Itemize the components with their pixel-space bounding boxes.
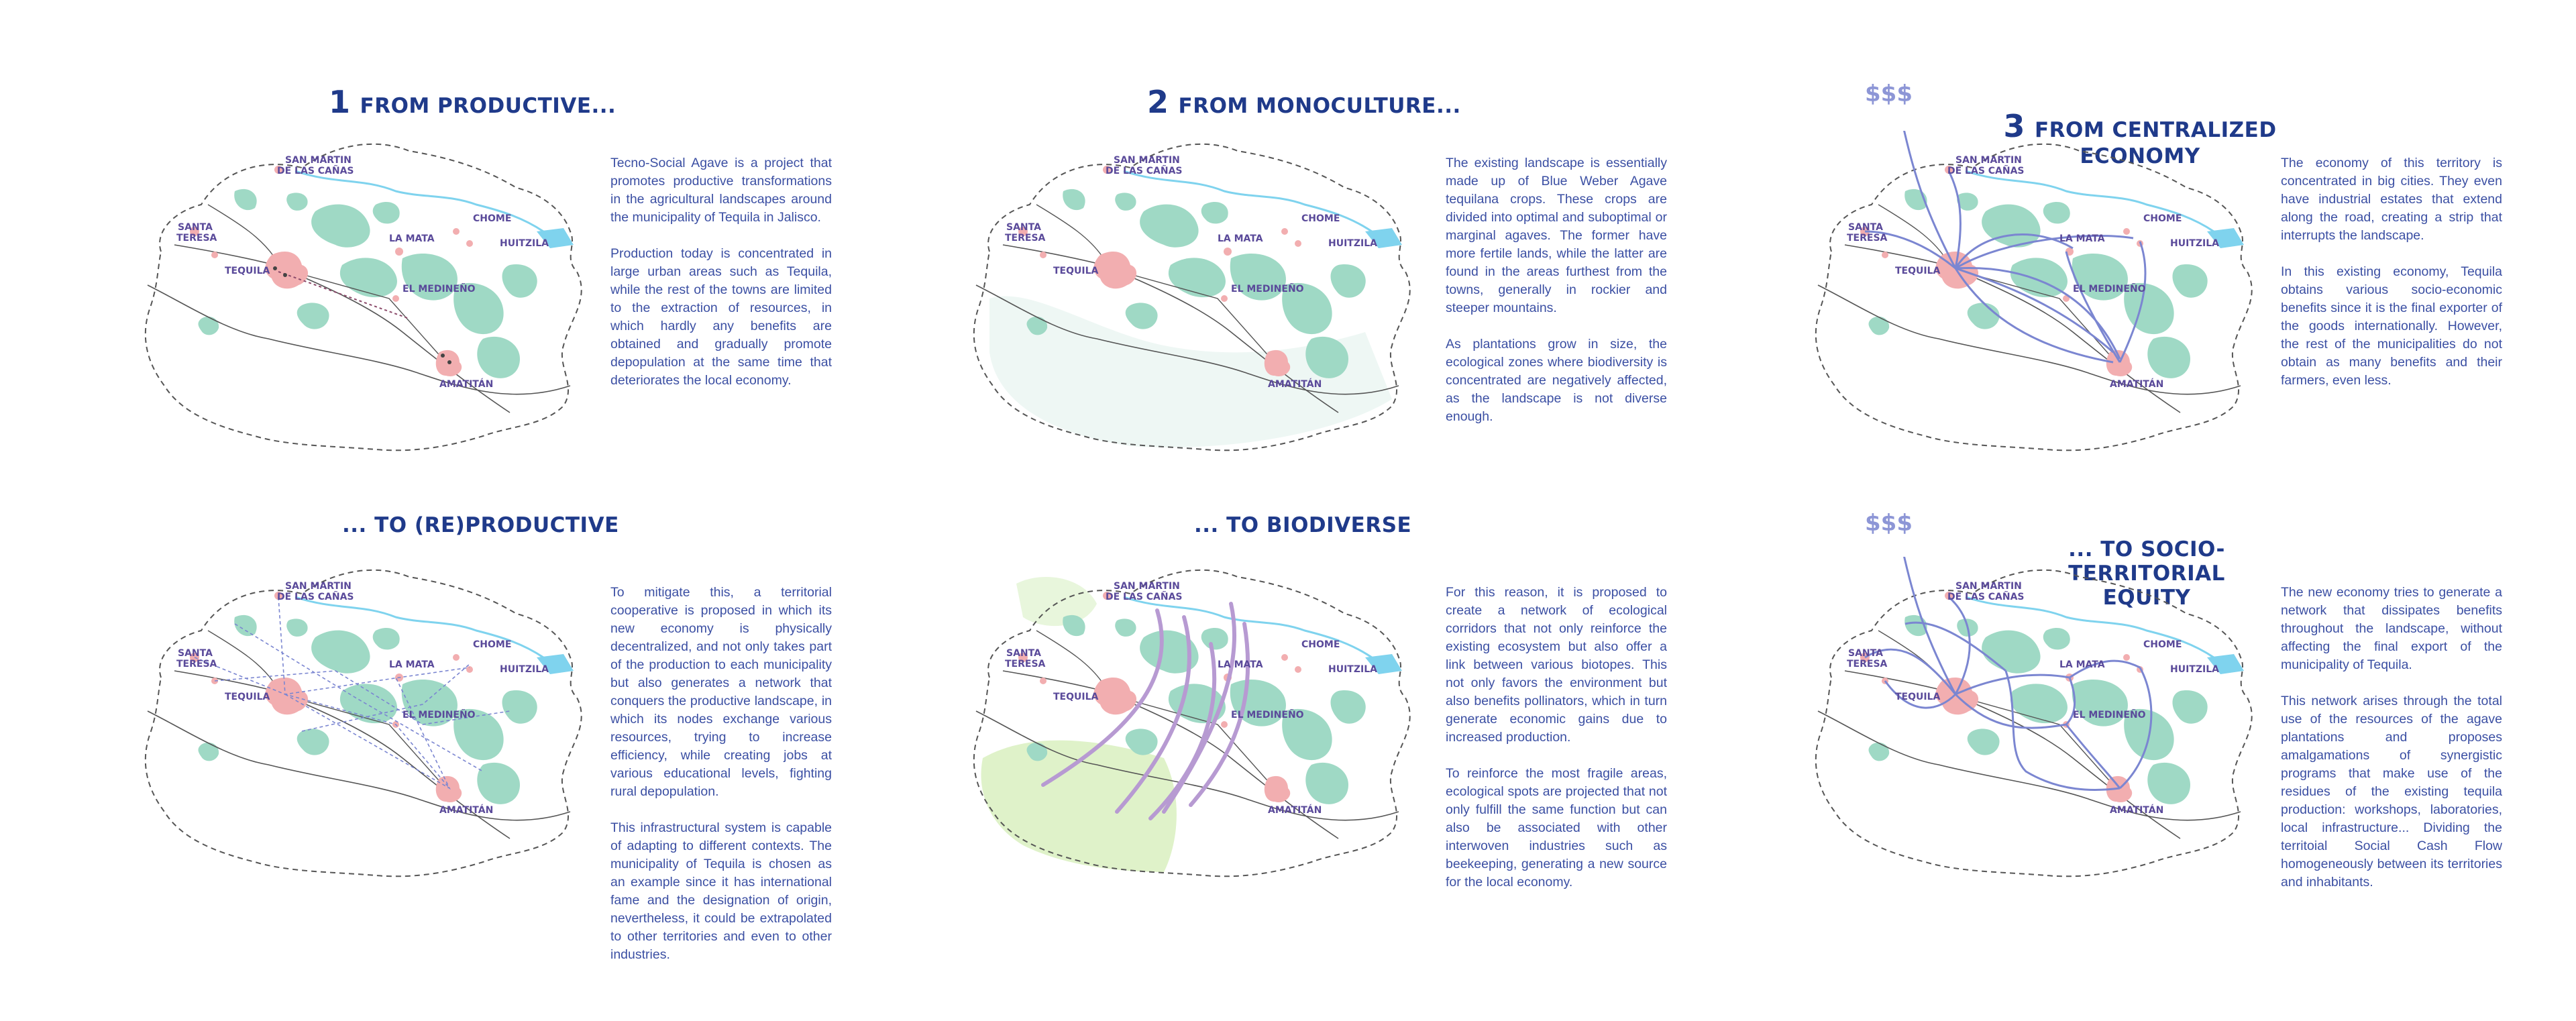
panel-description [2281, 154, 2502, 408]
paragraph: Tecno-Social Agave is a project that promotes productive transformations in the agricultural landscapes around the municipality of Tequila in Jalisco. [610, 156, 832, 225]
panel-title-text: FROM CENTRALIZED ECONOMY [2034, 118, 2277, 168]
panel-title-text: FROM PRODUCTIVE... [360, 94, 616, 118]
panel-description [2281, 584, 2502, 910]
panel-title-text: ... TO SOCIO-TERRITORIAL EQUITY [2068, 537, 2225, 610]
panel-title [1194, 513, 1462, 537]
paragraph: The existing landscape is essentially made up of Blue Weber Agave tequilana crops. These crops are divided into optimal and suboptimal or marginal agaves. The former have more fertile lands, while the latter are found in the areas furthest from the towns, generally in rockier and steeper mountains. [1446, 156, 1667, 315]
paragraph: This infrastructural system is capable of adapting to different contexts. The municipality of Tequila is chosen as an example since it has international fame and the designation of origin, nevertheless, it could be extrapolated to other territories and even to other industries. [610, 820, 832, 962]
map-biodiverse [963, 557, 1419, 892]
panel-title [1147, 84, 1462, 120]
panel-number: 2 [1147, 84, 1169, 120]
paragraph: Production today is concentrated in large urban areas such as Tequila, while the rest of the towns are limited to the extraction of resources, in which hardly any benefits are obtained and gradually promote depopulation at the same time that deteriorates the local economy. [610, 246, 832, 388]
panel-number: 1 [329, 84, 351, 120]
panel-description [610, 584, 832, 982]
map-socio-territorial [1805, 557, 2261, 892]
paragraph: To mitigate this, a territorial cooperative is proposed in which its new economy is physically decentralized, and not only takes part of the production to each municipality but also generates a network that conquers the productive landscape, in which its nodes exchange various resources, trying to increase efficiency, while creating jobs at various educational levels, fighting rural depopulation. [610, 585, 832, 799]
paragraph: The economy of this territory is concentrated in big cities. They even have industrial estates that extend along the road, creating a strip that interrupts the landscape. [2281, 156, 2502, 243]
panel-from-productive [13, 64, 832, 480]
panel-title [342, 513, 624, 537]
panel-to-socio-territorial [1684, 496, 2502, 912]
panel-description [1446, 154, 1667, 444]
paragraph: For this reason, it is proposed to create a network of ecological corridors that not only reinforce the existing ecosystem but also offer a link between various biotopes. This not only favors the environment but also benefits pollinators, which in turn generate economic gains due to increased production. [1446, 585, 1667, 745]
panel-description [610, 154, 832, 408]
map-centralized [1805, 131, 2261, 466]
map-reproductive [134, 557, 590, 892]
paragraph: The new economy tries to generate a network that dissipates benefits throughout the landscape, without affecting the final export of the municipality of Tequila. [2281, 585, 2502, 672]
paragraph: This network arises through the total use of the resources of the agave plantations and proposes amalgamations of synergistic programs that make use of the residues of the existing tequila production: workshops, laboratories, local infrastructure... Dividing the territoial Social Cash Flow homogeneously between its territories and inhabitants. [2281, 694, 2502, 890]
panel-title-text: FROM MONOCULTURE... [1178, 94, 1461, 118]
map-productive [134, 131, 590, 466]
panel-from-monoculture [842, 64, 1667, 480]
map-monoculture [963, 131, 1419, 466]
paragraph: As plantations grow in size, the ecological zones where biodiversity is concentrated are negatively affected, as the landscape is not diverse enough. [1446, 337, 1667, 424]
panel-title [329, 84, 644, 120]
panel-from-centralized [1684, 64, 2502, 480]
paragraph: To reinforce the most fragile areas, ecological spots are projected that not only fulfill the same function but can also be associated with other interwoven industries such as beekeeping, generating a new source for the local economy. [1446, 766, 1667, 890]
money-symbol: $$$ [1865, 510, 1913, 537]
money-symbol: $$$ [1865, 80, 1913, 107]
panel-to-reproductive [13, 496, 832, 962]
panel-to-biodiverse [842, 496, 1667, 912]
panel-title-text: ... TO BIODIVERSE [1194, 513, 1412, 537]
panel-number: 3 [2003, 108, 2025, 144]
panel-title-text: ... TO (RE)PRODUCTIVE [342, 513, 619, 537]
paragraph: In this existing economy, Tequila obtains various socio-economic benefits since it is the final exporter of the goods internationally. However, the rest of the municipalities do not obtain as many benefits and their farmers, even less. [2281, 264, 2502, 388]
panel-description [1446, 584, 1667, 910]
